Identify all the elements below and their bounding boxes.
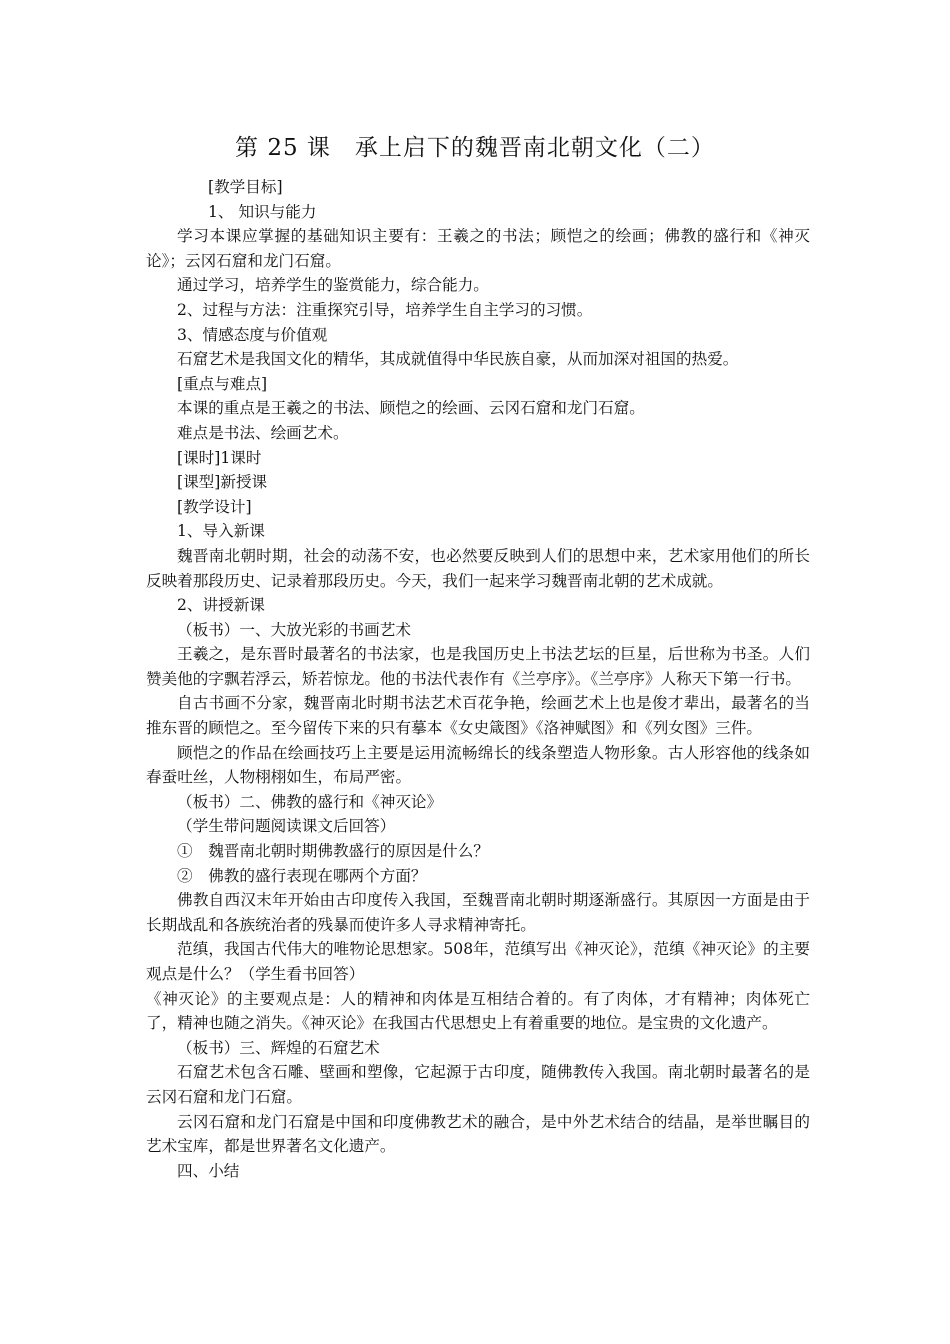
document-body <box>146 175 810 1183</box>
paragraph: 范缜，我国古代伟大的唯物论思想家。508年，范缜写出《神灭论》，范缜《神灭论》的主要观点是什么？（学生看书回答） <box>146 940 810 983</box>
paragraph: 1、 知识与能力 <box>208 202 317 221</box>
section-heading-design: [教学设计] <box>177 497 252 516</box>
paragraph: 1、导入新课 <box>177 522 265 541</box>
board-heading-buddhism: （板书）二、佛教的盛行和《神灭论》 <box>177 792 443 811</box>
paragraph: 学习本课应掌握的基础知识主要有：王羲之的书法；顾恺之的绘画；佛教的盛行和《神灭论》；云冈石窟和龙门石窟。 <box>146 227 810 270</box>
section-heading-objectives: [教学目标] <box>208 178 283 196</box>
board-heading-grottoes: （板书）三、辉煌的石窟艺术 <box>177 1038 380 1057</box>
paragraph: 佛教自西汉末年开始由古印度传入我国，至魏晋南北朝时期逐渐盛行。其原因一方面是由于长期战乱和各族统治者的残暴而使许多人寻求精神寄托。 <box>146 891 810 934</box>
paragraph: 云冈石窟和龙门石窟是中国和印度佛教艺术的融合，是中外艺术结合的结晶，是举世瞩目的艺术宝库，都是世界著名文化遗产。 <box>146 1112 810 1156</box>
section-heading-key-points: [重点与难点] <box>177 374 268 393</box>
paragraph: 本课的重点是王羲之的书法、顾恺之的绘画、云冈石窟和龙门石窟。 <box>177 399 645 418</box>
paragraph: 难点是书法、绘画艺术。 <box>177 423 349 442</box>
question-item: ① 魏晋南北朝时期佛教盛行的原因是什么？ <box>177 842 489 861</box>
paragraph: 石窟艺术是我国文化的精华，其成就值得中华民族自豪，从而加深对祖国的热爱。 <box>177 350 739 369</box>
board-heading-calligraphy: （板书）一、大放光彩的书画艺术 <box>177 620 411 639</box>
paragraph: 《神灭论》的主要观点是：人的精神和肉体是互相结合着的。有了肉体，才有精神；肉体死亡了，精神也随之消失。《神灭论》在我国古代思想史上有着重要的地位。是宝贵的文化遗产。 <box>146 989 810 1033</box>
paragraph: 魏晋南北朝时期，社会的动荡不安，也必然要反映到人们的思想中来，艺术家用他们的所长反映着那段历史、记录着那段历史。今天，我们一起来学习魏晋南北朝的艺术成就。 <box>146 546 810 590</box>
paragraph: （学生带问题阅读课文后回答） <box>177 817 396 836</box>
paragraph: 顾恺之的作品在绘画技巧上主要是运用流畅绵长的线条塑造人物形象。古人形容他的线条如春蚕吐丝，人物栩栩如生，布局严密。 <box>146 743 810 787</box>
section-heading-class-hours: [课时]1课时 <box>177 448 262 467</box>
paragraph: 3、情感态度与价值观 <box>177 325 328 344</box>
question-item: ② 佛教的盛行表现在哪两个方面？ <box>177 866 427 885</box>
paragraph: 2、讲授新课 <box>177 596 265 615</box>
section-heading-summary: 四、小结 <box>177 1161 240 1180</box>
paragraph: 2、过程与方法：注重探究引导，培养学生自主学习的习惯。 <box>177 300 593 319</box>
paragraph: 王羲之，是东晋时最著名的书法家，也是我国历史上书法艺坛的巨星，后世称为书圣。人们赞美他的字飘若浮云，矫若惊龙。他的书法代表作有《兰亭序》。《兰亭序》人称天下第一行书。 <box>146 645 810 688</box>
paragraph: 自古书画不分家，魏晋南北时期书法艺术百花争艳，绘画艺术上也是俊才辈出，最著名的当推东晋的顾恺之。至今留传下来的只有摹本《女史箴图》《洛神赋图》和《列女图》三件。 <box>146 694 810 738</box>
paragraph: 通过学习，培养学生的鉴赏能力，综合能力。 <box>177 276 489 295</box>
section-heading-class-type: [课型]新授课 <box>177 473 268 492</box>
paragraph: 石窟艺术包含石雕、壁画和塑像，它起源于古印度，随佛教传入我国。南北朝时最著名的是云冈石窟和龙门石窟。 <box>146 1063 810 1106</box>
document-title: 第 25 课 承上启下的魏晋南北朝文化（二） <box>235 135 715 161</box>
